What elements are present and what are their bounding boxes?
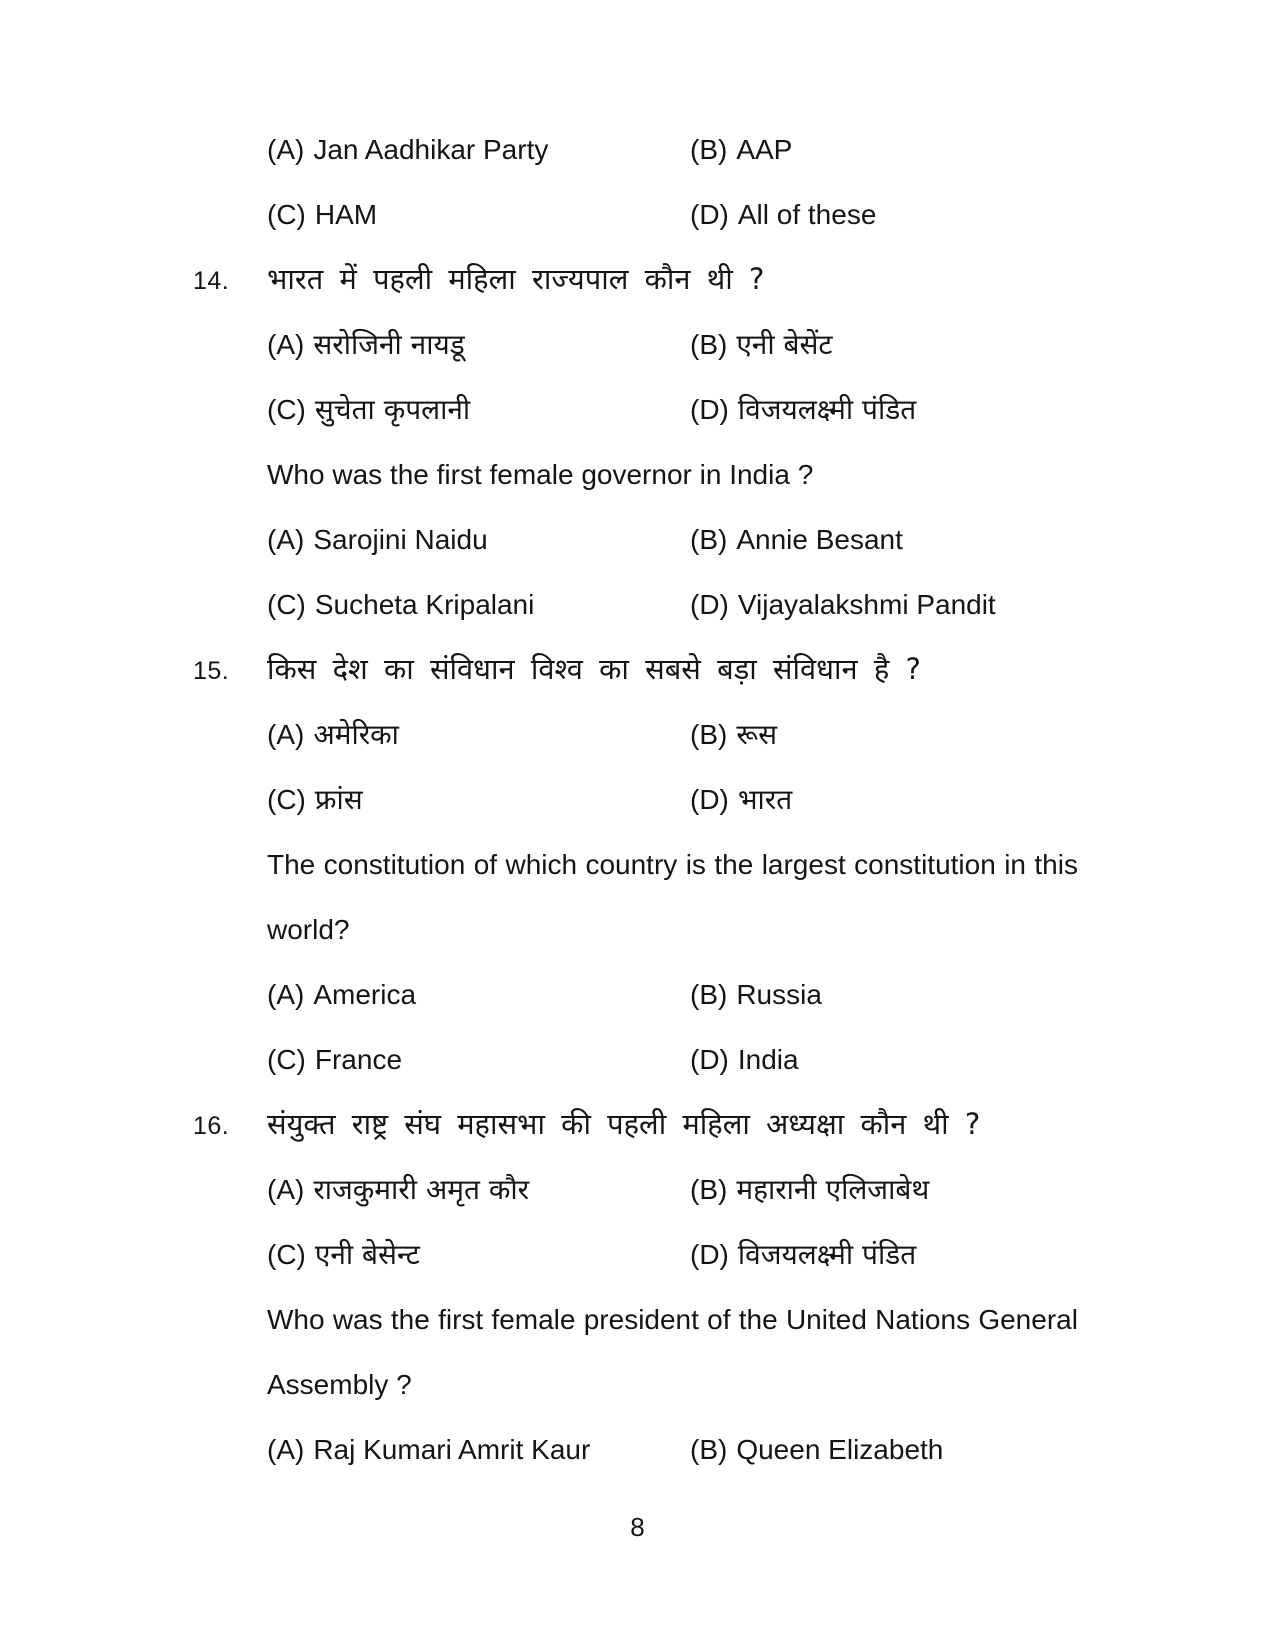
option-text: सुचेता कृपलानी — [314, 393, 471, 426]
page-content — [193, 117, 1078, 1482]
option-b — [690, 312, 833, 377]
option-label: (B) — [690, 524, 728, 555]
question-text-english: world? — [267, 914, 350, 945]
option-text: India — [737, 1044, 799, 1075]
option-a — [267, 377, 690, 442]
option-row — [267, 1027, 1078, 1092]
question-number: 14. — [193, 267, 230, 295]
option-row — [267, 312, 1078, 377]
option-label: (B) — [690, 979, 728, 1010]
option-a — [267, 1157, 690, 1222]
option-label: (C) — [267, 784, 306, 815]
option-row — [267, 572, 1078, 637]
option-label: (D) — [690, 589, 729, 620]
option-label: (B) — [690, 1434, 728, 1465]
option-label: (A) — [267, 524, 305, 555]
option-b — [690, 767, 792, 832]
option-text: Raj Kumari Amrit Kaur — [313, 1434, 591, 1465]
option-a — [267, 962, 690, 1027]
option-text: राजकुमारी अमृत कौर — [313, 1173, 530, 1206]
question-line-hindi — [193, 637, 1078, 702]
option-label: (D) — [690, 1239, 729, 1270]
option-label: (D) — [690, 394, 729, 425]
option-b — [690, 702, 777, 767]
question-number: 15. — [193, 657, 230, 685]
option-b — [690, 1222, 916, 1287]
option-a — [267, 572, 690, 637]
question-line-hindi — [193, 1092, 1078, 1157]
question-text-english: Assembly ? — [267, 1369, 412, 1400]
question-text-english: Who was the first female president of the United Nations General — [267, 1304, 1078, 1335]
option-label: (B) — [690, 134, 728, 165]
option-text: Sarojini Naidu — [313, 524, 488, 555]
option-b — [690, 1417, 943, 1482]
option-row — [267, 1157, 1078, 1222]
option-a — [267, 1027, 690, 1092]
question-number: 16. — [193, 1112, 230, 1140]
option-row — [267, 962, 1078, 1027]
option-row — [267, 767, 1078, 832]
option-text: एनी बेसेंट — [736, 328, 833, 361]
option-text: Vijayalakshmi Pandit — [737, 589, 996, 620]
option-text: Queen Elizabeth — [736, 1434, 944, 1465]
option-label: (A) — [267, 1434, 305, 1465]
option-row — [267, 1417, 1078, 1482]
option-text: HAM — [314, 199, 378, 230]
option-label: (D) — [690, 784, 729, 815]
option-text: रूस — [736, 718, 778, 751]
option-label: (D) — [690, 1044, 729, 1075]
option-b — [690, 572, 996, 637]
option-text: फ्रांस — [314, 783, 363, 816]
option-text: सरोजिनी नायडू — [313, 328, 465, 361]
option-a — [267, 767, 690, 832]
option-label: (B) — [690, 719, 728, 750]
option-b — [690, 507, 903, 572]
option-label: (B) — [690, 1174, 728, 1205]
option-row — [267, 702, 1078, 767]
option-row — [267, 117, 1078, 182]
option-a — [267, 312, 690, 377]
option-row — [267, 1222, 1078, 1287]
option-text: Annie Besant — [736, 524, 903, 555]
option-text: All of these — [737, 199, 877, 230]
option-text: Russia — [736, 979, 822, 1010]
page-number: 8 — [630, 1512, 645, 1542]
question-text-hindi: भारत में पहली महिला राज्यपाल कौन थी ? — [267, 262, 765, 296]
option-b — [690, 377, 916, 442]
option-b — [690, 182, 876, 247]
option-label: (C) — [267, 589, 306, 620]
option-b — [690, 962, 822, 1027]
option-a — [267, 1222, 690, 1287]
option-label: (A) — [267, 1174, 305, 1205]
option-text: France — [314, 1044, 403, 1075]
question-text-hindi: किस देश का संविधान विश्व का सबसे बड़ा संविधान है ? — [267, 652, 921, 686]
option-row — [267, 182, 1078, 247]
option-text: विजयलक्ष्मी पंडित — [737, 393, 917, 426]
option-label: (A) — [267, 719, 305, 750]
question-line-hindi — [193, 247, 1078, 312]
option-text: Jan Aadhikar Party — [313, 134, 549, 165]
option-label: (C) — [267, 1044, 306, 1075]
option-text: एनी बेसेन्ट — [314, 1238, 420, 1271]
option-a — [267, 702, 690, 767]
option-label: (A) — [267, 979, 305, 1010]
option-text: AAP — [736, 134, 793, 165]
option-text: भारत — [737, 783, 793, 816]
question-text-english: Who was the first female governor in India ? — [267, 459, 814, 490]
option-label: (C) — [267, 394, 306, 425]
option-text: अमेरिका — [313, 718, 399, 751]
option-a — [267, 182, 690, 247]
option-a — [267, 1417, 690, 1482]
question-text-english: The constitution of which country is the largest constitution in this — [267, 849, 1078, 880]
option-row — [267, 377, 1078, 442]
option-b — [690, 117, 792, 182]
option-b — [690, 1027, 799, 1092]
option-text: Sucheta Kripalani — [314, 589, 535, 620]
option-text: America — [313, 979, 417, 1010]
option-b — [690, 1157, 929, 1222]
option-label: (A) — [267, 134, 305, 165]
option-text: विजयलक्ष्मी पंडित — [737, 1238, 917, 1271]
option-a — [267, 117, 690, 182]
option-label: (B) — [690, 329, 728, 360]
option-label: (A) — [267, 329, 305, 360]
option-text: महारानी एलिजाबेथ — [736, 1173, 930, 1206]
option-label: (C) — [267, 1239, 306, 1270]
option-label: (C) — [267, 199, 306, 230]
option-row — [267, 507, 1078, 572]
option-label: (D) — [690, 199, 729, 230]
question-text-hindi: संयुक्त राष्ट्र संघ महासभा की पहली महिला अध्यक्षा कौन थी ? — [267, 1107, 981, 1141]
option-a — [267, 507, 690, 572]
